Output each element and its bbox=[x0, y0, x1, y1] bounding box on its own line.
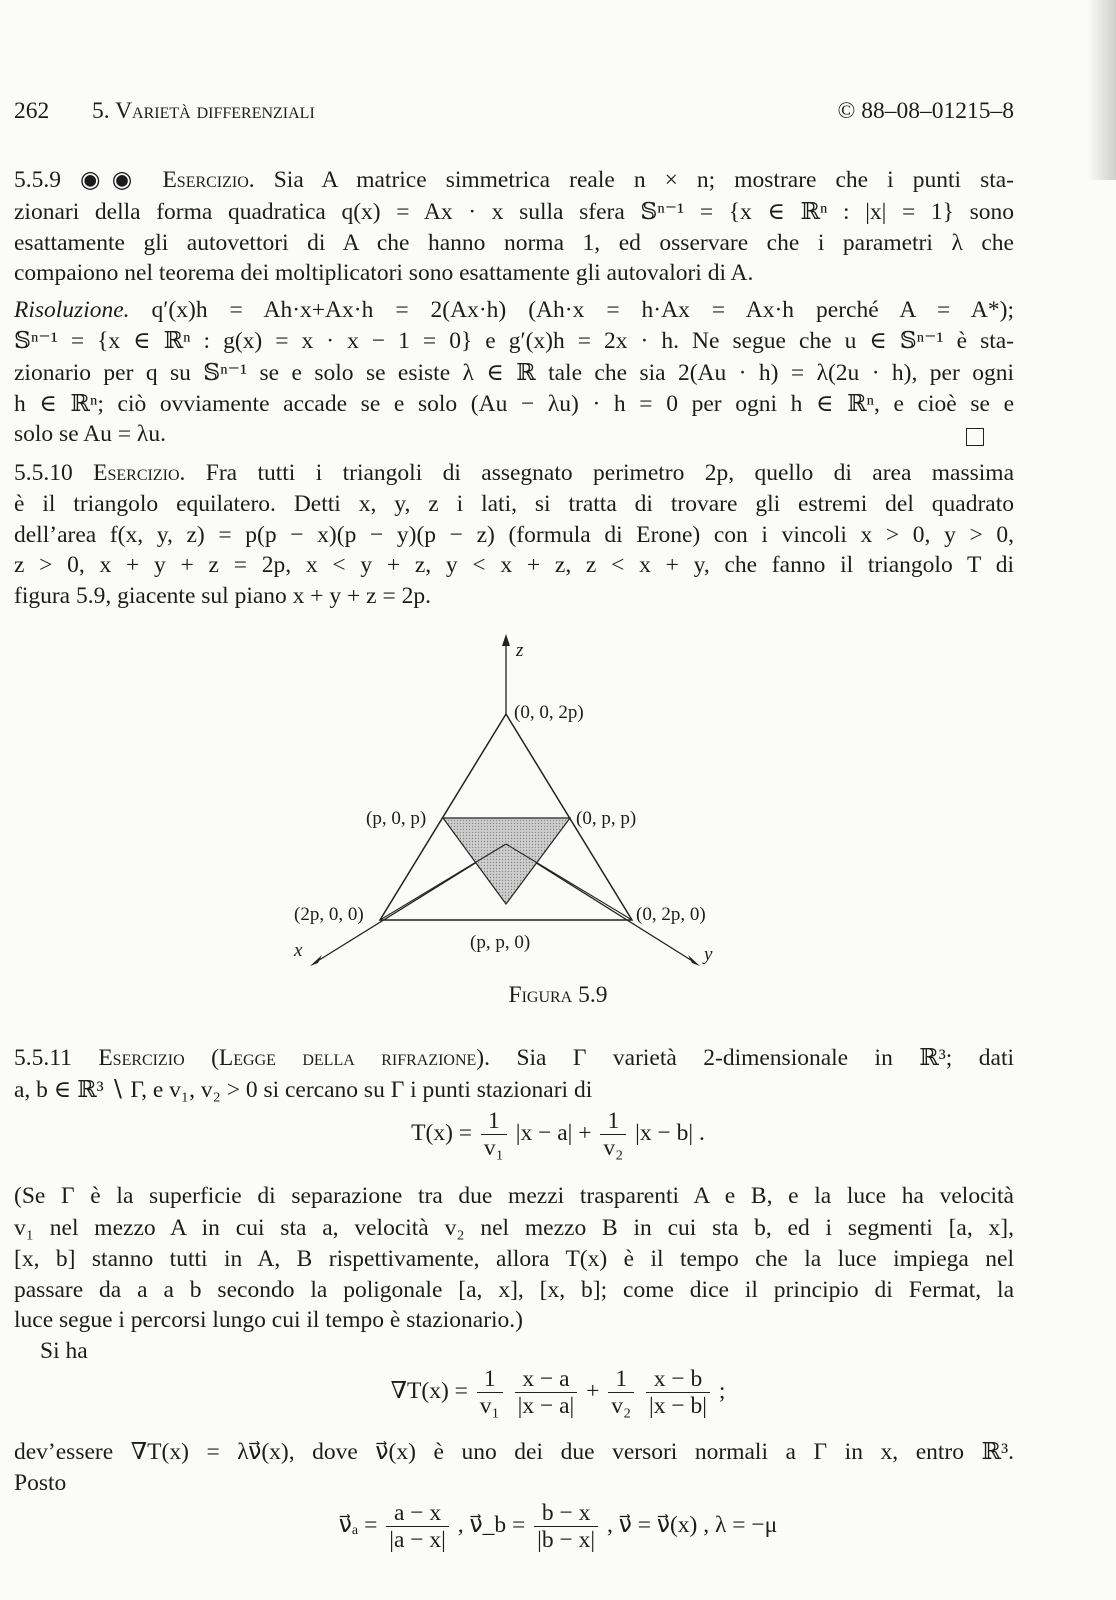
solution-line-4: h ∈ ℝⁿ; ciò ovviamente accade se e solo (Au − λu) · h = 0 per ogni h ∈ ℝⁿ, e cioè se e bbox=[14, 391, 1014, 417]
shaded-triangle-T bbox=[443, 818, 570, 904]
qed-icon bbox=[966, 428, 984, 446]
denominator: |b − x| bbox=[537, 1527, 596, 1553]
exercise-5511-para-3: [x, b] stanno tutti in A, B rispettivamente, allora T(x) è il tempo che la luce impiega nel bbox=[14, 1246, 1014, 1272]
solution-line-1 bbox=[14, 294, 1014, 326]
centroid-line-left bbox=[380, 844, 506, 920]
equation-gradient bbox=[0, 1366, 1116, 1419]
figure-5-9 bbox=[270, 630, 750, 975]
fraction bbox=[477, 1366, 503, 1419]
denominator: v₁ bbox=[483, 1135, 504, 1161]
exercise-559-line-2: zionari della forma quadratica q(x) = Ax · x sulla sfera 𝕊ⁿ⁻¹ = {x ∈ ℝⁿ : |x| = 1} sono bbox=[14, 199, 1014, 225]
exercise-5511-para-1: (Se Γ è la superficie di separazione tra due mezzi trasparenti A e B, e la luce ha velocità bbox=[14, 1183, 1014, 1209]
eq-lhs: , ν⃗_b = bbox=[457, 1511, 526, 1538]
vertex-label-top: (0, 0, 2p) bbox=[514, 702, 584, 723]
si-ha: Si ha bbox=[40, 1338, 88, 1364]
denominator: v₂ bbox=[611, 1393, 632, 1419]
exercise-5511-line-1 bbox=[14, 1042, 1014, 1074]
eq-operator: + bbox=[586, 1377, 600, 1404]
vertex-label-right: (0, 2p, 0) bbox=[636, 904, 706, 925]
exercise-559-line-4: compaiono nel teorema dei moltiplicatori sono esattamente gli autovalori di A. bbox=[14, 260, 754, 286]
exercise-5511-para-2: v₁ nel mezzo A in cui sta a, velocità v₂ nel mezzo B in cui sta b, ed i segmenti [a, x], bbox=[14, 1215, 1014, 1241]
page-number: 262 bbox=[14, 98, 50, 124]
axis-label-y: y bbox=[704, 944, 713, 965]
z-axis-arrow-icon bbox=[502, 634, 510, 646]
exercise-number: 5.5.11 bbox=[14, 1045, 72, 1071]
denominator: |x − a| bbox=[517, 1393, 575, 1419]
numerator: 1 bbox=[481, 1108, 507, 1135]
exercise-label: Esercizio (Legge della rifrazione). bbox=[98, 1045, 491, 1071]
eq-lhs: ν⃗ₐ = bbox=[338, 1511, 378, 1538]
exercise-5511-dev: dev’essere ∇T(x) = λν⃗(x), dove ν⃗(x) è uno dei due versori normali a Γ in x, entro ℝ³. bbox=[14, 1439, 1014, 1465]
exercise-label: Esercizio. bbox=[93, 460, 186, 486]
exercise-label: Esercizio. bbox=[162, 167, 255, 193]
denominator: |a − x| bbox=[389, 1527, 446, 1553]
exercise-5511-para-5: luce segue i percorsi lungo cui il tempo è stazionario.) bbox=[14, 1307, 524, 1333]
axis-label-z: z bbox=[516, 640, 524, 661]
eq-lhs: ∇T(x) = bbox=[390, 1377, 468, 1404]
exercise-5511-line-2: a, b ∈ ℝ³ ∖ Γ, e v₁, v₂ > 0 si cercano su Γ i punti stazionari di bbox=[14, 1077, 593, 1103]
figure-caption: Figura 5.9 bbox=[508, 982, 608, 1008]
numerator: 1 bbox=[600, 1108, 626, 1135]
solution-text: q′(x)h = Ah·x+Ax·h = 2(Ax·h) (Ah·x = h·Ax = Ax·h perché A = A*); bbox=[151, 297, 1015, 323]
exercise-5510-line-1 bbox=[14, 457, 1014, 489]
fraction bbox=[646, 1366, 710, 1419]
exercise-5510-line-2: è il triangolo equilatero. Detti x, y, z i lati, si tratta di trovare gli estremi del quadrato bbox=[14, 491, 1014, 517]
exercise-5510-line-3: dell’area f(x, y, z) = p(p − x)(p − y)(p − z) (formula di Erone) con i vincoli x > 0, y > 0, bbox=[14, 522, 1014, 548]
isbn: © 88–08–01215–8 bbox=[837, 98, 1014, 124]
solution-line-3: zionario per q su 𝕊ⁿ⁻¹ se e solo se esiste λ ∈ ℝ tale che sia 2(Au · h) = λ(2u · h), per ogni bbox=[14, 360, 1014, 386]
exercise-text: Sia A matrice simmetrica reale n × n; mostrare che i punti sta- bbox=[273, 167, 1015, 193]
solution-line-2: 𝕊ⁿ⁻¹ = {x ∈ ℝⁿ : g(x) = x · x − 1 = 0} e g′(x)h = 2x · h. Ne segue che u ∈ 𝕊ⁿ⁻¹ è sta- bbox=[14, 328, 1014, 354]
numerator: x − a bbox=[515, 1366, 578, 1393]
x-axis-arrow-icon bbox=[310, 955, 322, 966]
fraction bbox=[608, 1366, 634, 1419]
equation-T bbox=[0, 1108, 1116, 1161]
fraction bbox=[386, 1500, 449, 1553]
denominator: v₁ bbox=[479, 1393, 500, 1419]
vertex-label-left: (2p, 0, 0) bbox=[294, 904, 364, 925]
exercise-559-line-3: esattamente gli autovettori di A che hanno norma 1, ed osservare che i parametri λ che bbox=[14, 230, 1014, 256]
exercise-5510-line-4: z > 0, x + y + z = 2p, x < y + z, y < x + z, z < x + y, che fanno il triangolo T di bbox=[14, 552, 1014, 578]
exercise-number: 5.5.10 bbox=[14, 460, 73, 486]
numerator: 1 bbox=[608, 1366, 634, 1393]
midpoint-label-right: (0, p, p) bbox=[576, 808, 637, 829]
y-axis-arrow-icon bbox=[688, 955, 700, 966]
midpoint-label-bottom: (p, p, 0) bbox=[470, 932, 531, 953]
eq-operator: ; bbox=[718, 1377, 726, 1404]
fraction bbox=[515, 1366, 578, 1419]
solution-label: Risoluzione. bbox=[14, 297, 130, 323]
midpoint-label-left: (p, 0, p) bbox=[366, 808, 427, 829]
axis-label-x: x bbox=[294, 940, 303, 961]
denominator: v₂ bbox=[603, 1135, 624, 1161]
exercise-number: 5.5.9 bbox=[14, 167, 61, 193]
exercise-5510-line-5: figura 5.9, giacente sul piano x + y + z = 2p. bbox=[14, 583, 431, 609]
equation-normals bbox=[0, 1500, 1116, 1553]
eq-term: , ν⃗ = ν⃗(x) , λ = −μ bbox=[606, 1511, 778, 1538]
chapter-title: 5. Varietà differenziali bbox=[92, 98, 315, 124]
page-edge-shadow bbox=[1088, 0, 1116, 180]
fraction bbox=[600, 1108, 626, 1161]
exercise-text: Fra tutti i triangoli di assegnato perimetro 2p, quello di area massima bbox=[205, 460, 1015, 486]
eq-lhs: T(x) = bbox=[411, 1119, 473, 1146]
centroid-line-right bbox=[506, 844, 632, 920]
exercise-text: Sia Γ varietà 2-dimensionale in ℝ³; dati bbox=[516, 1045, 1015, 1071]
fraction bbox=[534, 1500, 598, 1553]
numerator: x − b bbox=[646, 1366, 710, 1393]
eq-term: |x − b| . bbox=[635, 1119, 705, 1146]
exercise-5511-para-4: passare da a a b secondo la poligonale [a, x], [x, b]; come dice il principio di Fermat, la bbox=[14, 1277, 1014, 1303]
denominator: |x − b| bbox=[649, 1393, 707, 1419]
fraction bbox=[481, 1108, 507, 1161]
difficulty-marks-icon: ◉◉ bbox=[80, 167, 144, 193]
posto: Posto bbox=[14, 1470, 67, 1496]
exercise-559-line-1 bbox=[14, 164, 1014, 196]
numerator: 1 bbox=[477, 1366, 503, 1393]
numerator: b − x bbox=[534, 1500, 598, 1527]
numerator: a − x bbox=[386, 1500, 449, 1527]
eq-term: |x − a| + bbox=[515, 1119, 592, 1146]
solution-text: solo se Au = λu. bbox=[14, 421, 166, 447]
solution-line-5 bbox=[14, 418, 1014, 450]
